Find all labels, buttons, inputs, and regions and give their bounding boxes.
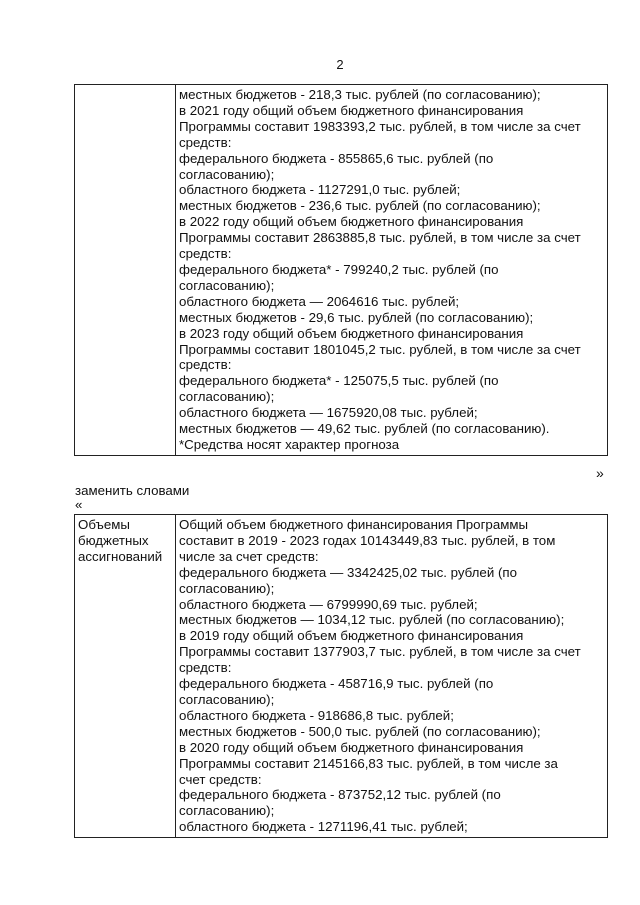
funding-table-continued	[74, 84, 608, 456]
label-lines	[78, 517, 172, 565]
text-line: составит в 2019 - 2023 годах 10143449,83 тыс. рублей, в том	[179, 532, 556, 548]
text-line: согласованию);	[179, 803, 275, 819]
text-line: областного бюджета — 1675920,08 тыс. рублей;	[179, 405, 478, 421]
text-line: согласованию);	[179, 166, 275, 182]
text-line: согласованию);	[179, 277, 275, 293]
label-line: Объемы	[78, 517, 130, 532]
text-line: областного бюджета - 1127291,0 тыс. рублей;	[179, 182, 461, 198]
text-line: Общий объем бюджетного финансирования Программы	[179, 517, 529, 532]
text-line: местных бюджетов - 29,6 тыс. рублей (по согласованию);	[179, 309, 534, 325]
funding-text-cell	[176, 85, 608, 456]
text-line: в 2023 году общий объем бюджетного финансирования	[179, 325, 524, 341]
text-line: средств:	[179, 246, 232, 262]
table-row	[75, 515, 608, 838]
text-line: федерального бюджета - 855865,6 тыс. рублей (по	[179, 150, 494, 166]
left-cell-empty	[75, 85, 176, 456]
text-line: федерального бюджета - 458716,9 тыс. рублей (по	[179, 676, 494, 692]
text-line: Программы составит 1801045,2 тыс. рублей, в том числе за счет	[179, 341, 581, 357]
text-line: числе за счет средств:	[179, 548, 319, 564]
budget-allocations-label-cell	[75, 515, 176, 838]
text-line: местных бюджетов - 218,3 тыс. рублей (по согласованию);	[179, 87, 541, 102]
text-line: средств:	[179, 357, 232, 373]
page-number: 2	[336, 57, 344, 72]
funding-text-cell	[176, 515, 608, 838]
text-line: областного бюджета - 918686,8 тыс. рублей;	[179, 707, 454, 723]
text-line: федерального бюджета - 873752,12 тыс. рублей (по	[179, 787, 501, 803]
label-line: бюджетных	[78, 532, 149, 548]
text-line: федерального бюджета* - 799240,2 тыс. рублей (по	[179, 261, 499, 277]
text-line: средств:	[179, 660, 232, 676]
text-lines	[179, 517, 604, 835]
text-line: Программы составит 1983393,2 тыс. рублей, в том числе за счет	[179, 118, 581, 134]
text-line: согласованию);	[179, 389, 275, 405]
text-line: местных бюджетов - 500,0 тыс. рублей (по согласованию);	[179, 723, 541, 739]
text-line: местных бюджетов — 1034,12 тыс. рублей (по согласованию);	[179, 612, 565, 628]
text-line: федерального бюджета — 3342425,02 тыс. рублей (по	[179, 564, 517, 580]
text-line: счет средств:	[179, 771, 262, 787]
text-line: согласованию);	[179, 580, 275, 596]
text-line: местных бюджетов — 49,62 тыс. рублей (по согласованию).	[179, 421, 550, 437]
text-line: областного бюджета — 6799990,69 тыс. рублей;	[179, 596, 478, 612]
replace-with-words: заменить словами	[75, 483, 190, 498]
text-line: в 2022 году общий объем бюджетного финансирования	[179, 214, 524, 230]
text-line: *Средства носят характер прогноза	[179, 436, 400, 452]
text-line: согласованию);	[179, 691, 275, 707]
text-line: Программы составит 2863885,8 тыс. рублей, в том числе за счет	[179, 230, 581, 246]
text-line: местных бюджетов - 236,6 тыс. рублей (по согласованию);	[179, 198, 541, 214]
text-line: Программы составит 2145166,83 тыс. рублей, в том числе за	[179, 755, 558, 771]
text-lines	[179, 87, 604, 453]
opening-quote: «	[75, 497, 83, 512]
text-line: в 2021 году общий объем бюджетного финансирования	[179, 102, 524, 118]
text-line: в 2019 году общий объем бюджетного финансирования	[179, 628, 524, 644]
funding-table-new	[74, 514, 608, 838]
text-line: в 2020 году общий объем бюджетного финансирования	[179, 739, 524, 755]
table-row	[75, 85, 608, 456]
text-line: средств:	[179, 134, 232, 150]
closing-quote: »	[596, 465, 604, 481]
text-line: Программы составит 1377903,7 тыс. рублей, в том числе за счет	[179, 644, 581, 660]
label-line: ассигнований	[78, 548, 163, 564]
text-line: федерального бюджета* - 125075,5 тыс. рублей (по	[179, 373, 499, 389]
text-line: областного бюджета — 2064616 тыс. рублей;	[179, 293, 460, 309]
text-line: областного бюджета - 1271196,41 тыс. рублей;	[179, 819, 468, 835]
